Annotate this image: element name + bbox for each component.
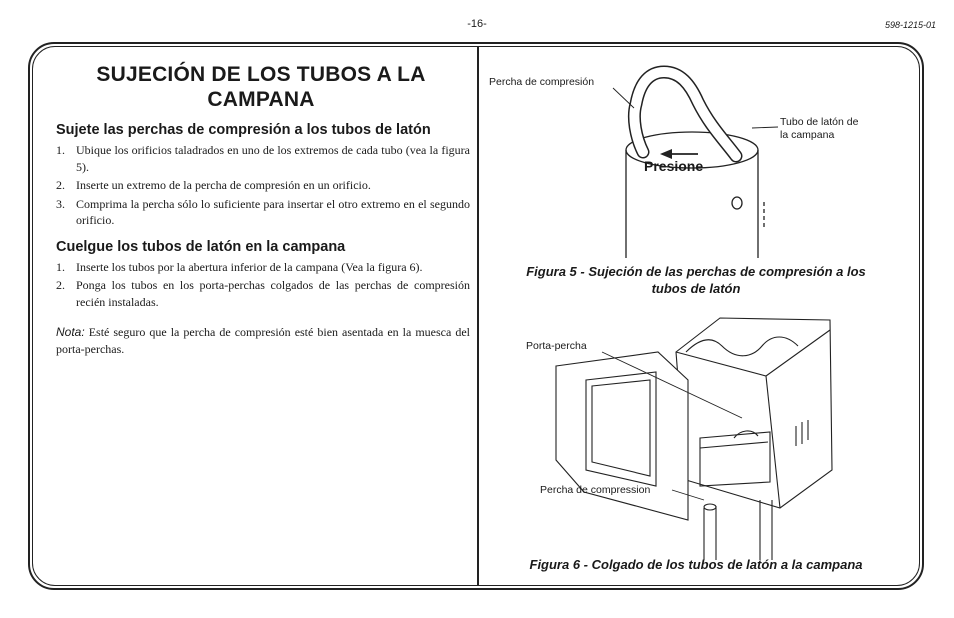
tube-hole: [732, 197, 742, 209]
label-brass-tube-line2: la campana: [780, 129, 835, 141]
step-number: 2.: [56, 278, 65, 292]
figure5-caption-line1: Figura 5 - Sujeción de las perchas de compresión a los: [526, 264, 866, 279]
label-brass-tube-line1: Tubo de latón de: [780, 116, 859, 128]
figure5-caption: [478, 263, 914, 297]
page-title-line2: CAMPANA: [207, 88, 315, 111]
step-text: Inserte los tubos por la abertura inferior de la campana (Vea la figura 6).: [76, 259, 423, 274]
label-press: Presione: [644, 158, 704, 174]
figure5-caption-line2: tubos de latón: [651, 281, 741, 296]
section-heading-attach: Sujete las perchas de compresión a los tubos de latón: [56, 122, 431, 138]
label-hanger-holder: Porta-percha: [526, 340, 587, 352]
figure6-caption: Figura 6 - Colgado de los tubos de latón a la campana: [529, 557, 863, 572]
step-text: Ubique los orificios taladrados en uno de los extremos de cada tubo (vea la figura 5).: [76, 143, 470, 174]
note-label: Nota:: [56, 325, 85, 339]
section-heading-hang: Cuelgue los tubos de latón en la campana: [56, 238, 346, 255]
document-code: 598-1215-01: [884, 20, 936, 30]
hanging-tube: [704, 506, 716, 560]
bell-housing: [676, 318, 832, 508]
step-number: 1.: [56, 259, 65, 274]
page-number: -16-: [467, 18, 487, 30]
step-number: 2.: [56, 178, 65, 192]
step-text: Inserte un extremo de la percha de compresión en un orificio.: [76, 178, 371, 192]
label-compression-hanger: Percha de compresión: [489, 76, 595, 88]
label-compression-hanger-fig6: Percha de compression: [540, 484, 651, 496]
figure6-drawing: [556, 318, 832, 560]
step-text: Comprima la percha sólo lo suficiente para insertar el otro extremo en el segundo orificio.: [76, 196, 470, 227]
page-title-line1: SUJECIÓN DE LOS TUBOS A LA: [96, 63, 426, 86]
step-text: Ponga los tubos en los porta-perchas colgados de las perchas de compresión recién instaladas.: [76, 278, 470, 309]
step-number: 3.: [56, 196, 65, 211]
label-brass-tube: [780, 116, 858, 142]
note-text: Esté seguro que la percha de compresión esté bien asentada en la muesca del porta-perchas.: [56, 325, 470, 356]
step-number: 1.: [56, 143, 65, 157]
